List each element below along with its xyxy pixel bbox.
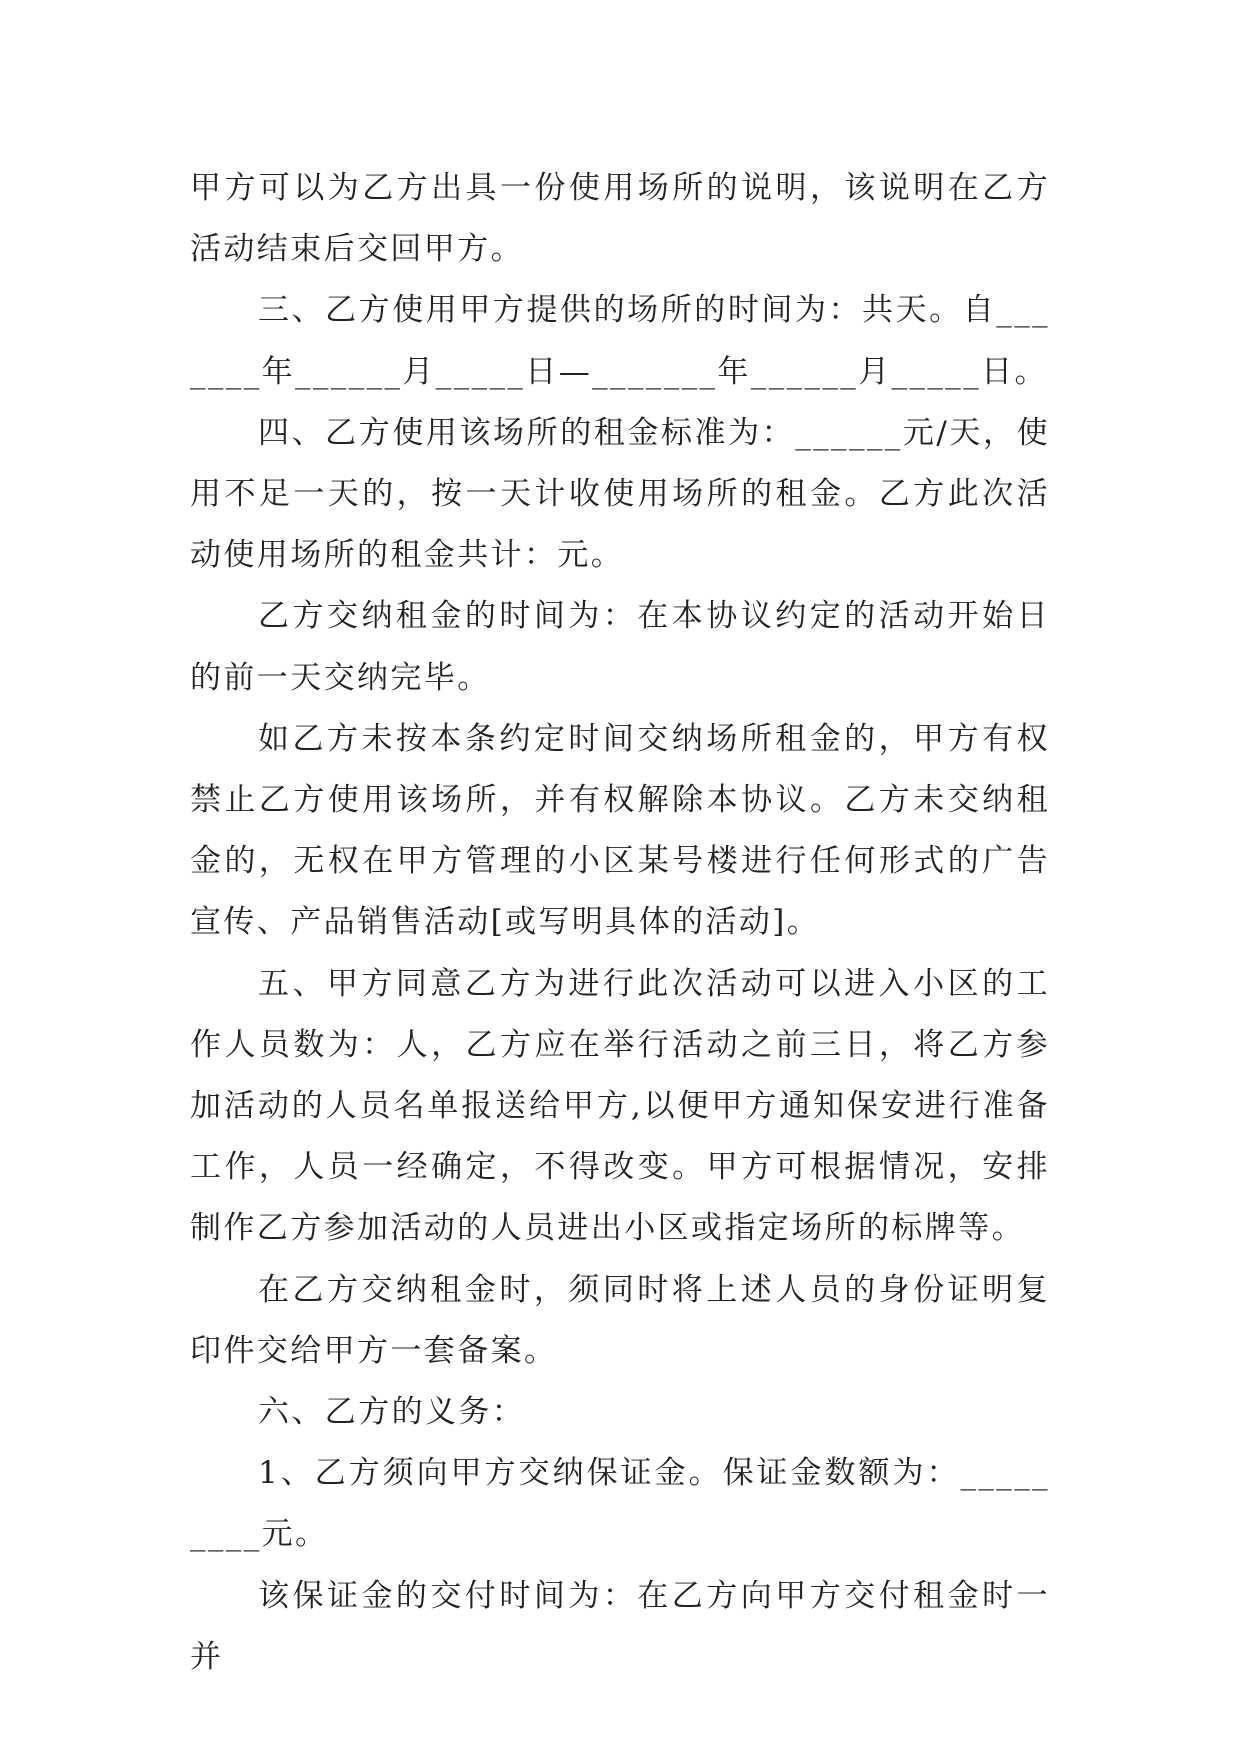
paragraph-clause-4-rent-standard: 四、乙方使用该场所的租金标准为：______元/天，使用不足一天的，按一天计收使用场所的租金。乙方此次活动使用场所的租金共计：元。 xyxy=(190,414,1050,574)
paragraph-deposit-amount: 1、乙方须向甲方交纳保证金。保证金数额为：_________元。 xyxy=(190,1455,1050,1553)
document-body xyxy=(190,158,1050,1688)
paragraph-rent-payment-time: 乙方交纳租金的时间为：在本协议约定的活动开始日的前一天交纳完毕。 xyxy=(190,598,1050,696)
paragraph-deposit-payment-time: 该保证金的交付时间为：在乙方向甲方交付租金时一并 xyxy=(190,1577,1050,1675)
paragraph-id-copies: 在乙方交纳租金时，须同时将上述人员的身份证明复印件交给甲方一套备案。 xyxy=(190,1271,1050,1369)
paragraph-clause-3-usage-period: 三、乙方使用甲方提供的场所的时间为：共天。自_______年______月_____日—_______年______月_____日。 xyxy=(190,292,1050,390)
paragraph-clause-6-heading: 六、乙方的义务： xyxy=(258,1394,526,1431)
paragraph-venue-description: 甲方可以为乙方出具一份使用场所的说明，该说明在乙方活动结束后交回甲方。 xyxy=(190,170,1050,268)
paragraph-clause-5-staff-count: 五、甲方同意乙方为进行此次活动可以进入小区的工作人员数为：人，乙方应在举行活动之前三日，将乙方参加活动的人员名单报送给甲方,以便甲方通知保安进行准备工作，人员一经确定，不得改变。甲方可根据情况，安排制作乙方参加活动的人员进出小区或指定场所的标牌等。 xyxy=(190,965,1050,1247)
paragraph-late-payment-consequence: 如乙方未按本条约定时间交纳场所租金的，甲方有权禁止乙方使用该场所，并有权解除本协议。乙方未交纳租金的，无权在甲方管理的小区某号楼进行任何形式的广告宣传、产品销售活动[或写明具体的活动]。 xyxy=(190,720,1050,941)
